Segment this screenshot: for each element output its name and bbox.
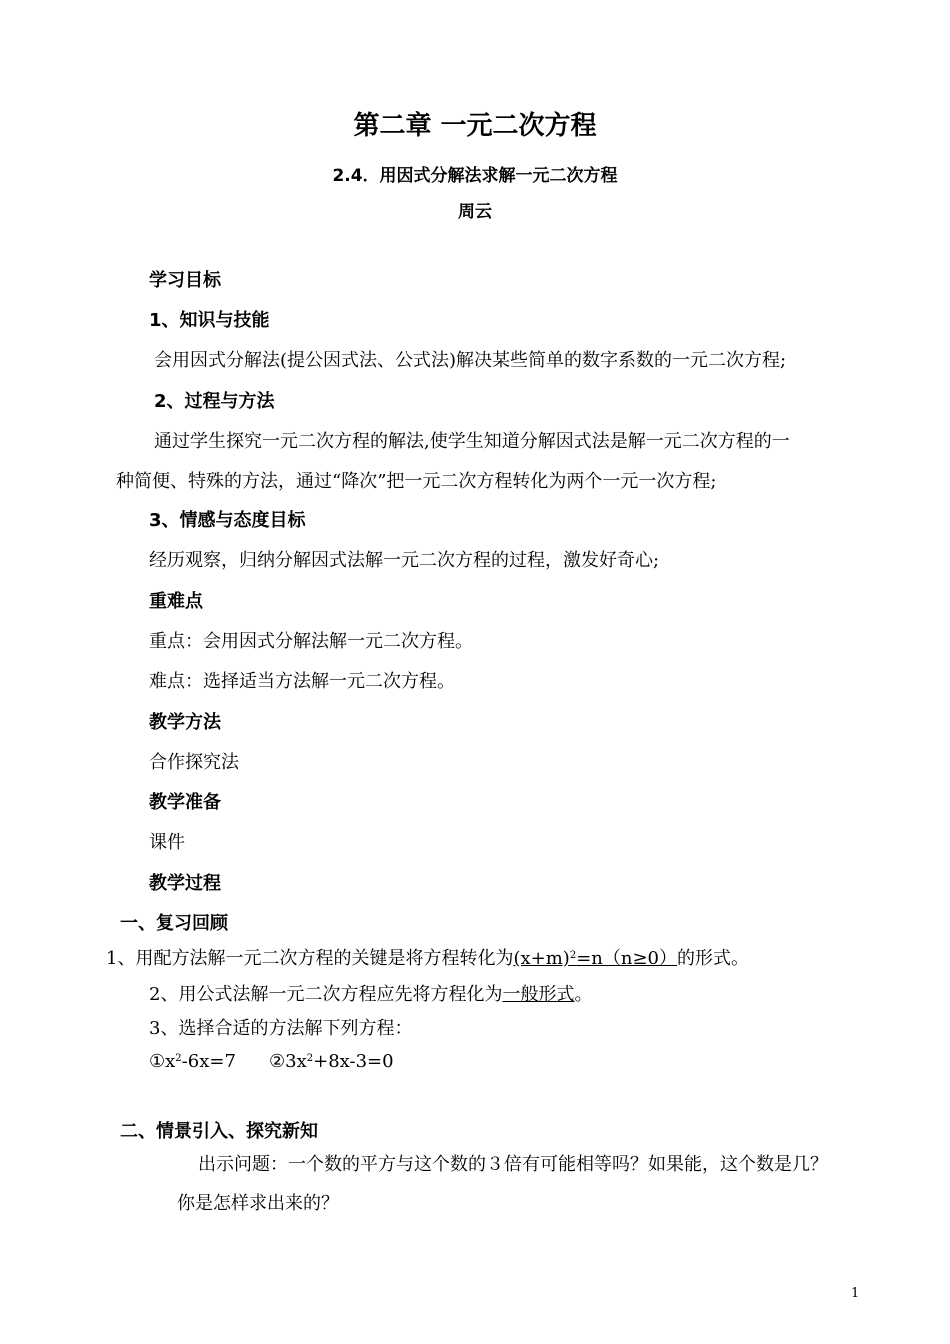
emotion-text: 经历观察，归纳分解因式法解一元二次方程的过程，激发好奇心; bbox=[149, 550, 660, 571]
process-method-heading: 2、过程与方法 bbox=[154, 391, 275, 412]
key-point: 重点：会用因式分解法解一元二次方程。 bbox=[149, 631, 473, 652]
knowledge-heading: 1、知识与技能 bbox=[149, 310, 270, 331]
review-item-1-answer: $(x+m)^2=n(n\ge 0)$ bbox=[513, 948, 677, 969]
review-item-2-answer: 一般形式 bbox=[502, 984, 575, 1005]
process-method-text-2: 种简便、特殊的方法，通过“降次”把一元二次方程转化为两个一元一次方程; bbox=[116, 471, 717, 492]
equation-1: $①x^2-6x=7$ bbox=[149, 1051, 236, 1072]
objectives-heading: 学习目标 bbox=[149, 270, 221, 291]
method-text: 合作探究法 bbox=[149, 752, 239, 773]
question-text-1: 出示问题：一个数的平方与这个数的３倍有可能相等吗？如果能，这个数是几？ bbox=[198, 1154, 828, 1175]
review-item-1 bbox=[106, 947, 749, 971]
equation-2: $②3x^2+8x-3=0$ bbox=[269, 1051, 394, 1072]
page-number: 1 bbox=[851, 1286, 860, 1301]
process-heading: 教学过程 bbox=[149, 873, 221, 894]
author: 周云 bbox=[458, 202, 492, 222]
section-subtitle: 2.4．用因式分解法求解一元二次方程 bbox=[332, 166, 618, 186]
page-title: 第二章 一元二次方程 bbox=[353, 111, 597, 141]
review-item-2 bbox=[149, 983, 592, 1007]
review-item-2-suffix: 。 bbox=[574, 984, 593, 1005]
intro-heading: 二、情景引入、探究新知 bbox=[120, 1121, 318, 1142]
question-text-2: 你是怎样求出来的？ bbox=[177, 1193, 339, 1214]
preparation-heading: 教学准备 bbox=[149, 792, 221, 813]
review-heading: 一、复习回顾 bbox=[120, 913, 228, 934]
review-item-2-prefix: 2、用公式法解一元二次方程应先将方程化为 bbox=[149, 984, 503, 1005]
review-item-1-prefix: 1、用配方法解一元二次方程的关键是将方程转化为 bbox=[106, 948, 514, 969]
review-item-3: 3、选择合适的方法解下列方程： bbox=[149, 1018, 413, 1039]
process-method-text-1: 通过学生探究一元二次方程的解法,使学生知道分解因式法是解一元二次方程的一 bbox=[154, 431, 790, 452]
review-item-1-suffix: 的形式。 bbox=[677, 948, 749, 969]
preparation-text: 课件 bbox=[149, 832, 185, 853]
key-points-heading: 重难点 bbox=[149, 591, 203, 612]
difficult-point: 难点：选择适当方法解一元二次方程。 bbox=[149, 671, 455, 692]
method-heading: 教学方法 bbox=[149, 712, 221, 733]
knowledge-text: 会用因式分解法(提公因式法、公式法)解决某些简单的数字系数的一元二次方程; bbox=[154, 350, 787, 371]
emotion-heading: 3、情感与态度目标 bbox=[149, 510, 306, 531]
